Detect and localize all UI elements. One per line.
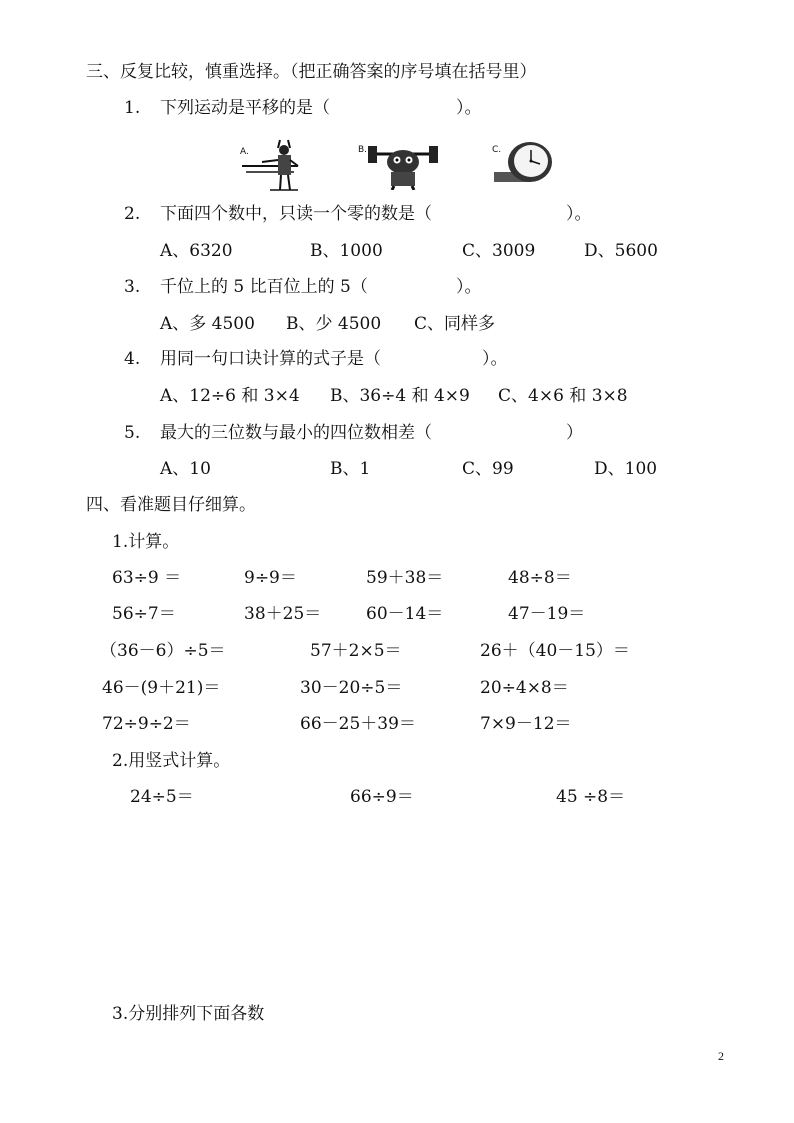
q4-text: 用同一句口诀计算的式子是（ [160,349,381,369]
calc-item: 66－25＋39＝ [300,714,416,734]
q4-close: ）。 [482,349,508,369]
pic-label-c: C. [492,145,502,155]
calc-item: 60－14＝ [366,604,444,624]
q3-option-b: B、少 4500 [286,314,382,334]
option-c-clock-picture [492,140,558,188]
calc-item: 46－(9＋21)＝ [102,678,221,698]
calc-item: 38＋25＝ [244,604,322,624]
q2-option-d: D、5600 [584,241,658,261]
part-3-title: 3.分别排列下面各数 [112,1004,265,1024]
calc-item: 47－19＝ [508,604,586,624]
q4-option-c: C、4×6 和 3×8 [498,386,628,406]
calc-item: 9÷9＝ [244,568,297,588]
q5-close: ） [566,423,583,443]
pic-label-a: A. [240,147,249,157]
q3-option-a: A、多 4500 [160,314,255,334]
q3-text: 千位上的 5 比百位上的 5（ [160,277,368,297]
q4-option-b: B、36÷4 和 4×9 [330,386,470,406]
vertical-calc-item: 24÷5＝ [130,787,194,807]
q1-close: ）。 [456,98,482,118]
calc-item: 30－20÷5＝ [300,678,403,698]
q3-close: ）。 [456,277,482,297]
calc-item: 56÷7＝ [112,604,176,624]
q1-text: 下列运动是平移的是（ [160,98,330,118]
pic-label-b: B. [358,145,368,155]
q1-number: 1. [124,98,141,118]
q2-text: 下面四个数中，只读一个零的数是（ [160,204,432,224]
option-a-swing-picture [240,136,302,192]
q2-option-b: B、1000 [310,241,383,261]
q2-option-a: A、6320 [160,241,233,261]
q5-option-c: C、99 [462,459,514,479]
q4-number: 4. [124,349,141,369]
calc-item: 20÷4×8＝ [480,678,569,698]
vertical-calc-item: 66÷9＝ [350,787,414,807]
calc-item: 72÷9÷2＝ [102,714,191,734]
q5-option-a: A、10 [160,459,211,479]
q3-option-c: C、同样多 [414,314,496,334]
q2-option-c: C、3009 [462,241,536,261]
calc-item: 57＋2×5＝ [310,641,402,661]
q5-option-b: B、1 [330,459,371,479]
q3-number: 3. [124,277,141,297]
calc-item: 63÷9 ＝ [112,568,182,588]
part-1-title: 1.计算。 [112,532,180,552]
q2-number: 2. [124,204,141,224]
page-number: 2 [718,1049,724,1063]
calc-item: 7×9－12＝ [480,714,572,734]
vertical-calc-item: 45 ÷8＝ [556,787,626,807]
q5-number: 5. [124,423,141,443]
calc-item: 48÷8＝ [508,568,572,588]
q4-option-a: A、12÷6 和 3×4 [160,386,300,406]
part-2-title: 2.用竖式计算。 [112,751,231,771]
calc-item: 59＋38＝ [366,568,444,588]
option-b-weightlifter-picture [358,138,442,190]
section-3-heading: 三、反复比较，慎重选择。（把正确答案的序号填在括号里） [86,62,537,82]
q2-close: ）。 [566,204,592,224]
q5-option-d: D、100 [594,459,658,479]
section-4-heading: 四、看准题目仔细算。 [86,495,256,515]
calc-item: （36－6）÷5＝ [100,641,226,661]
q5-text: 最大的三位数与最小的四位数相差（ [160,423,432,443]
calc-item: 26＋（40－15）＝ [480,641,630,661]
